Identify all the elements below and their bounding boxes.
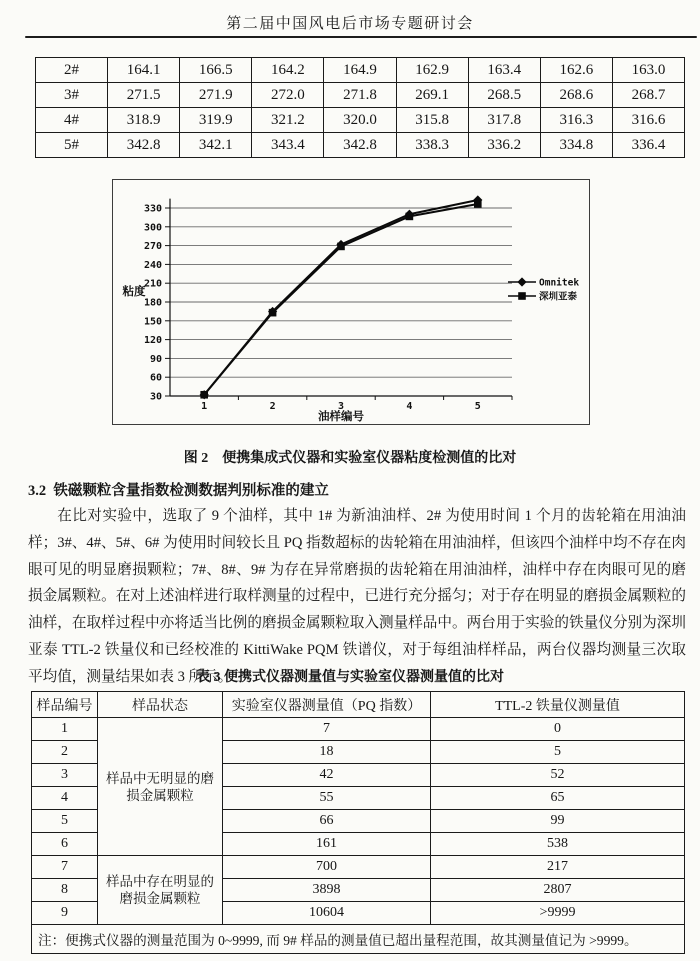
sample-state-cell: 样品中存在明显的磨损金属颗粒	[98, 856, 223, 925]
pq-value-cell: 66	[223, 810, 431, 833]
table-cell: 318.9	[108, 108, 180, 133]
table-cell: 268.7	[612, 83, 684, 108]
section-heading	[28, 479, 329, 500]
pq-value-cell: 18	[223, 741, 431, 764]
table-cell: 342.8	[324, 133, 396, 158]
ttl-value-cell: 99	[431, 810, 685, 833]
section-heading-text: 铁磁颗粒含量指数检测数据判别标准的建立	[53, 483, 329, 499]
ttl-value-cell: 217	[431, 856, 685, 879]
y-tick-label: 120	[143, 335, 162, 347]
table-cell: 334.8	[540, 133, 612, 158]
body-paragraph: 在比对实验中，选取了 9 个油样，其中 1# 为新油油样、2# 为使用时间 1 个月的齿轮箱在用油油样；3#、4#、5#、6# 为使用时间较长且 PQ 指数超标的齿轮箱在用油油样，但该四个油样中均不存在肉眼可见的明显磨损颗粒；7#、8#、9# 为存在异常磨损的齿轮箱在用油油样，油样中存在肉眼可见的磨损金属颗粒。在对上述油样进行取样测量的过程中，已进行充分摇匀；对于存在明显的磨损金属颗粒的油样，在取样过程中亦将适当比例的磨损金属颗粒取入测量样品中。两台用于实验的铁量仪分别为深圳亚泰 TTL-2 铁量仪和已经校准的 KittiWake PQM 铁谱仪，对于每组油样样品，两台仪器均测量三次取平均值，测量结果如表 3 所示。	[28, 508, 686, 685]
table-cell: 336.4	[612, 133, 684, 158]
y-tick-label: 180	[143, 297, 162, 309]
table-cell: 317.8	[468, 108, 540, 133]
ttl-value-cell: 0	[431, 718, 685, 741]
y-tick-label: 90	[149, 353, 162, 365]
pq-value-cell: 161	[223, 833, 431, 856]
table-cell: 163.0	[612, 58, 684, 83]
table-cell: 162.9	[396, 58, 468, 83]
sample-id-cell: 8	[32, 879, 98, 902]
table-cell: 4#	[36, 108, 108, 133]
sample-id-cell: 2	[32, 741, 98, 764]
line-chart	[112, 179, 590, 425]
table-note: 注：便携式仪器的测量范围为 0~9999, 而 9# 样品的测量值已超出量程范围，故其测量值记为 >9999。	[32, 925, 685, 954]
table-cell: 271.9	[180, 83, 252, 108]
ttl-value-cell: >9999	[431, 902, 685, 925]
table-cell: 163.4	[468, 58, 540, 83]
table-cell: 316.3	[540, 108, 612, 133]
table-cell: 271.5	[108, 83, 180, 108]
legend-label: 深圳亚泰	[539, 291, 578, 303]
table-cell: 316.6	[612, 108, 684, 133]
table-cell: 343.4	[252, 133, 324, 158]
column-header: TTL-2 铁量仪测量值	[431, 692, 685, 718]
sample-id-cell: 5	[32, 810, 98, 833]
ttl-value-cell: 65	[431, 787, 685, 810]
sample-id-cell: 7	[32, 856, 98, 879]
viscosity-chart	[112, 179, 590, 425]
x-tick-label: 2	[269, 401, 276, 412]
comparison-table	[31, 691, 685, 954]
figure-caption: 图 2 便携集成式仪器和实验室仪器粘度检测值的比对	[183, 451, 517, 466]
header-rule	[25, 36, 697, 38]
column-header: 实验室仪器测量值（PQ 指数）	[223, 692, 431, 718]
x-tick-label: 1	[201, 401, 208, 412]
pq-value-cell: 700	[223, 856, 431, 879]
x-tick-label: 4	[406, 401, 413, 412]
table-cell: 268.5	[468, 83, 540, 108]
table-cell: 2#	[36, 58, 108, 83]
x-tick-label: 3	[337, 401, 345, 412]
ttl-value-cell: 52	[431, 764, 685, 787]
pq-value-cell: 42	[223, 764, 431, 787]
data-point-square	[518, 292, 526, 300]
table-cell: 271.8	[324, 83, 396, 108]
table-cell: 338.3	[396, 133, 468, 158]
table-cell: 272.0	[252, 83, 324, 108]
x-axis-title: 油样编号	[318, 411, 364, 423]
table-cell: 269.1	[396, 83, 468, 108]
table-cell: 164.9	[324, 58, 396, 83]
viscosity-table	[35, 57, 685, 158]
x-tick-label: 5	[474, 401, 481, 412]
ttl-value-cell: 538	[431, 833, 685, 856]
table-row	[36, 133, 685, 158]
sample-id-cell: 1	[32, 718, 98, 741]
table-note-row	[32, 925, 685, 954]
table-cell: 321.2	[252, 108, 324, 133]
sample-id-cell: 3	[32, 764, 98, 787]
pq-value-cell: 3898	[223, 879, 431, 902]
data-point-diamond	[517, 277, 526, 286]
y-tick-label: 60	[149, 372, 162, 384]
sample-id-cell: 6	[32, 833, 98, 856]
y-tick-label: 270	[143, 241, 162, 253]
y-axis-title: 粘度	[122, 286, 146, 298]
table-row	[36, 83, 685, 108]
table-cell: 162.6	[540, 58, 612, 83]
table-cell: 315.8	[396, 108, 468, 133]
sample-id-cell: 4	[32, 787, 98, 810]
legend-label: Omnitek	[539, 277, 580, 289]
section-number: 3.2	[28, 483, 47, 499]
table-row	[32, 856, 685, 879]
page-title: 第二届中国风电后市场专题研讨会	[226, 16, 474, 32]
table-cell: 164.2	[252, 58, 324, 83]
table-cell: 342.8	[108, 133, 180, 158]
y-tick-label: 240	[143, 259, 162, 271]
table-cell: 319.9	[180, 108, 252, 133]
column-header: 样品状态	[98, 692, 223, 718]
table-cell: 3#	[36, 83, 108, 108]
table-cell: 336.2	[468, 133, 540, 158]
ttl-value-cell: 2807	[431, 879, 685, 902]
table-cell: 320.0	[324, 108, 396, 133]
table-row	[36, 58, 685, 83]
table3-caption: 表 3 便携式仪器测量值与实验室仪器测量值的比对	[196, 670, 504, 685]
table-header-row	[32, 692, 685, 718]
table-cell: 342.1	[180, 133, 252, 158]
y-tick-label: 210	[143, 278, 162, 290]
ttl-value-cell: 5	[431, 741, 685, 764]
pq-value-cell: 7	[223, 718, 431, 741]
pq-value-cell: 10604	[223, 902, 431, 925]
table-cell: 166.5	[180, 58, 252, 83]
y-tick-label: 300	[143, 222, 162, 234]
table-row	[32, 718, 685, 741]
table-cell: 5#	[36, 133, 108, 158]
y-tick-label: 330	[143, 203, 162, 215]
series-line	[204, 200, 478, 395]
sample-id-cell: 9	[32, 902, 98, 925]
series-line	[204, 204, 478, 395]
table-cell: 268.6	[540, 83, 612, 108]
table-row	[36, 108, 685, 133]
column-header: 样品编号	[32, 692, 98, 718]
sample-state-cell: 样品中无明显的磨损金属颗粒	[98, 718, 223, 856]
table-cell: 164.1	[108, 58, 180, 83]
y-tick-label: 30	[149, 391, 162, 403]
pq-value-cell: 55	[223, 787, 431, 810]
y-tick-label: 150	[143, 316, 162, 328]
